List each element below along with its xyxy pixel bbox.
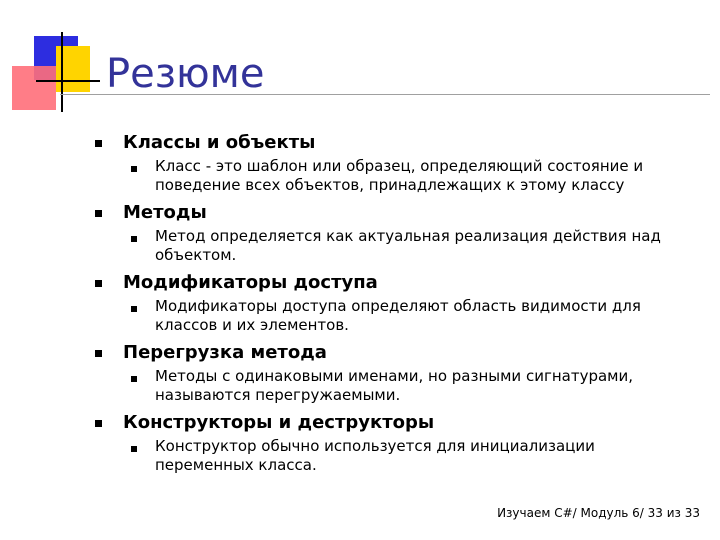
bullet-icon — [131, 446, 137, 452]
bullet-icon — [95, 350, 102, 357]
heading-constructors-destructors: Конструкторы и деструкторы — [123, 412, 435, 433]
decor-vertical-line — [61, 32, 63, 112]
heading-access-modifiers: Модификаторы доступа — [123, 272, 378, 293]
bullet-icon — [95, 280, 102, 287]
text-constructors-destructors: Конструктор обычно используется для инициализации переменных класса. — [155, 437, 595, 474]
title-underline — [60, 94, 710, 95]
text-methods: Метод определяется как актуальная реализация действия над объектом. — [155, 227, 661, 264]
heading-methods: Методы — [123, 202, 207, 223]
decor-pink-square — [12, 66, 56, 110]
heading-method-overloading: Перегрузка метода — [123, 342, 327, 363]
text-access-modifiers: Модификаторы доступа определяют область видимости для классов и их элементов. — [155, 297, 641, 334]
bullet-icon — [131, 306, 137, 312]
text-classes-objects: Класс - это шаблон или образец, определяющий состояние и поведение всех объектов, принадлежащих к этому классу — [155, 157, 644, 194]
slide-title: Резюме — [106, 51, 265, 97]
bullet-icon — [95, 140, 102, 147]
decor-horizontal-line — [36, 80, 100, 82]
bullet-icon — [131, 166, 137, 172]
bullet-icon — [95, 420, 102, 427]
text-method-overloading: Методы с одинаковыми именами, но разными сигнатурами, называются перегружаемыми. — [155, 367, 633, 404]
bullet-icon — [131, 376, 137, 382]
bullet-icon — [131, 236, 137, 242]
slide-footer: Изучаем С#/ Модуль 6/ 33 из 33 — [497, 506, 700, 520]
bullet-icon — [95, 210, 102, 217]
heading-classes-objects: Классы и объекты — [123, 132, 316, 153]
